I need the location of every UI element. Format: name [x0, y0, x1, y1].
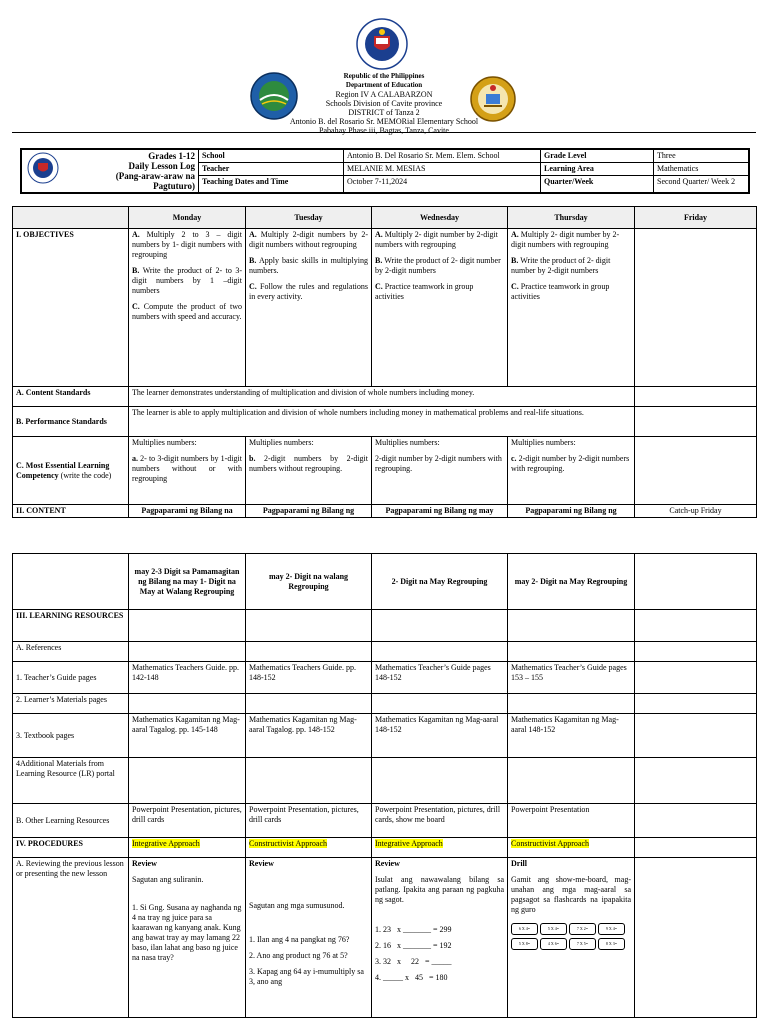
approach-tuesday: Constructivist Approach: [249, 839, 327, 848]
content-cont-monday: may 2-3 Digit sa Pamamagitan ng Bilang na may 1- Digit na May at Walang Regrouping: [129, 554, 246, 610]
flashcard: 5 X 4=: [540, 923, 567, 935]
flashcard: 8 X 3=: [598, 938, 625, 950]
other-resources-label: B. Other Learning Resources: [13, 804, 129, 838]
dll-title-3: (Pang-araw-araw na: [115, 171, 195, 181]
grade-label: Grade Level: [541, 149, 654, 163]
content-cont-label: [13, 554, 129, 610]
flashcards: [511, 923, 631, 953]
lr-portal-label: 4Additional Materials from Learning Resource (LR) portal: [13, 758, 129, 804]
day-friday: Friday: [635, 207, 757, 229]
content-cont-thursday: may 2- Digit na May Regrouping: [508, 554, 635, 610]
textbook-wednesday: Mathematics Kagamitan ng Mag-aaral 148-152: [372, 714, 508, 758]
objectives-label: I. OBJECTIVES: [13, 229, 129, 387]
quarter-label: Quarter/Week: [541, 176, 654, 194]
dates-label: Teaching Dates and Time: [199, 176, 344, 194]
review-monday: Review Sagutan ang suliranin. 1. Si Gng. Susana ay naghanda ng 4 na tray ng juice para sa kaarawan ng kanyang anak. Kung ang bawat tray ay may lamang 22 baso, ilan lahat ang baso ng juice na nasa tray?: [129, 858, 246, 1018]
dll-title-2: Daily Lesson Log: [128, 161, 195, 171]
teacher-label: Teacher: [199, 163, 344, 176]
objectives-wednesday: A. Multiply 2- digit number by 2-digit numbers with regrouping B. Write the product of 2- digit number by 2-digit numbers C. Practice teamwork in group activities: [372, 229, 508, 387]
tg-wednesday: Mathematics Teacher’s Guide pages 148-152: [372, 662, 508, 694]
other-resources-monday: Powerpoint Presentation, pictures, drill cards: [129, 804, 246, 838]
deped-seal-small: [27, 152, 59, 186]
letterhead-line1: Republic of the Philippines: [343, 72, 425, 80]
letterhead-school: Antonio B. del Rosario Sr. MEMORial Elementary School: [289, 117, 479, 126]
dates-value: October 7-11,2024: [344, 176, 541, 194]
content-cont-wednesday: 2- Digit na May Regrouping: [372, 554, 508, 610]
performance-standards-label: B. Performance Standards: [13, 407, 129, 437]
content-standards-label: A. Content Standards: [13, 387, 129, 407]
other-resources-wednesday: Powerpoint Presentation, pictures, drill cards, show me board: [372, 804, 508, 838]
review-label: A. Reviewing the previous lesson or presenting the new lesson: [13, 858, 129, 1018]
objectives-friday: [635, 229, 757, 387]
textbook-thursday: Mathematics Kagamitan ng Mag-aaral 148-152: [508, 714, 635, 758]
dll-title-4: Pagtuturo): [153, 181, 195, 191]
school-label: School: [199, 149, 344, 163]
tg-monday: Mathematics Teachers Guide. pp. 142-148: [129, 662, 246, 694]
dll-title-1: Grades 1-12: [148, 151, 195, 161]
review-wednesday: Review Isulat ang nawawalang bilang sa patlang. Ipakita ang paraan ng pagkuha ng sagot. 1. 23 x _______ = 299 2. 16 x _______ = 192 3. 32 x 22 = _____ 4. _____ x 45 = 180: [372, 858, 508, 1018]
content-standards-friday: [635, 387, 757, 407]
area-value: Mathematics: [654, 163, 750, 176]
content-thursday: Pagpaparami ng Bilang ng: [508, 505, 635, 518]
content-cont-friday: [635, 554, 757, 610]
letterhead-region: Region IV A CALABARZON: [335, 90, 433, 99]
content-friday: Catch-up Friday: [635, 505, 757, 518]
performance-standards-friday: [635, 407, 757, 437]
flashcard: 5 X 8=: [511, 938, 538, 950]
day-tuesday: Tuesday: [246, 207, 372, 229]
objectives-tuesday: A. Multiply 2-digit numbers by 2- digit numbers without regrouping B. Apply basic skills in multiplying numbers. C. Follow the rules and regulations in every activity.: [246, 229, 372, 387]
content-label: II. CONTENT: [13, 505, 129, 518]
melc-label: C. Most Essential Learning Competency (write the code): [13, 437, 129, 505]
quarter-value: Second Quarter/ Week 2: [654, 176, 750, 194]
objectives-monday: A. Multiply 2 to 3 – digit numbers by 1- digit numbers with regrouping B. Write the product of 2- to 3-digit numbers by 1 –digit numbers C. Compute the product of two numbers with speed and accuracy.: [129, 229, 246, 387]
content-wednesday: Pagpaparami ng Bilang ng may: [372, 505, 508, 518]
dll-table-1: [12, 206, 757, 518]
dll-table-2: [12, 553, 757, 1018]
textbook-label: 3. Textbook pages: [13, 714, 129, 758]
textbook-monday: Mathematics Kagamitan ng Mag-aaral Tagalog. pp. 145-148: [129, 714, 246, 758]
lm-label: 2. Learner’s Materials pages: [13, 694, 129, 714]
melc-friday: [635, 437, 757, 505]
content-monday: Pagpaparami ng Bilang na: [129, 505, 246, 518]
corner-cell: [13, 207, 129, 229]
day-thursday: Thursday: [508, 207, 635, 229]
tg-tuesday: Mathematics Teachers Guide. pp. 148-152: [246, 662, 372, 694]
flashcard: 7 X 5=: [569, 938, 596, 950]
approach-thursday: Constructivist Approach: [511, 839, 589, 848]
melc-monday: Multiplies numbers: a. 2- to 3-digit numbers by 1-digit numbers without or with regrouping: [129, 437, 246, 505]
approach-wednesday: Integrative Approach: [375, 839, 443, 848]
other-resources-tuesday: Powerpoint Presentation, pictures, drill cards: [246, 804, 372, 838]
info-table: [20, 148, 750, 194]
teacher-value: MELANIE M. MESIAS: [344, 163, 541, 176]
resources-label: III. LEARNING RESOURCES: [13, 610, 129, 642]
letterhead-line2: Department of Education: [345, 81, 423, 89]
approach-monday: Integrative Approach: [132, 839, 200, 848]
other-resources-thursday: Powerpoint Presentation: [508, 804, 635, 838]
content-cont-tuesday: may 2- Digit na walang Regrouping: [246, 554, 372, 610]
flashcard: 7 X 2=: [569, 923, 596, 935]
flashcard: 4 X 6=: [540, 938, 567, 950]
melc-wednesday: Multiplies numbers: 2-digit number by 2-digit numbers with regrouping.: [372, 437, 508, 505]
references-label: A. References: [13, 642, 129, 662]
letterhead: [270, 72, 498, 135]
letterhead-district: DISTRICT of Tanza 2: [348, 108, 420, 117]
day-monday: Monday: [129, 207, 246, 229]
content-tuesday: Pagpaparami ng Bilang ng: [246, 505, 372, 518]
letterhead-divider: [12, 132, 756, 133]
deped-seal: [356, 18, 408, 70]
review-tuesday: Review Sagutan ang mga sumusunod. 1. Ilan ang 4 na pangkat ng 76? 2. Ano ang product ng 76 at 5? 3. Kapag ang 64 ay i-mumultiply sa 3, ano ang: [246, 858, 372, 1018]
review-thursday: Drill Gamit ang show-me-board, mag-unahan ang mga mag-aaral sa pagsagot sa flashcards na ipapakita ng guro 6 X 4= 5 X 4= 7 X 2= 9 X 4= 5 X 8= 4 X 6= 7 X 5= 8 X 3=: [508, 858, 635, 1018]
melc-tuesday: Multiplies numbers: b. 2-digit numbers by 2-digit numbers without regrouping.: [246, 437, 372, 505]
melc-thursday: Multiplies numbers: c. 2-digit number by 2-digit numbers with regrouping.: [508, 437, 635, 505]
objectives-thursday: A. Multiply 2- digit number by 2- digit numbers with regrouping B. Write the product of 2- digit number by 2-digit numbers C. Practice teamwork in group activities: [508, 229, 635, 387]
area-label: Learning Area: [541, 163, 654, 176]
letterhead-address: Pabahay Phase iii, Bagtas, Tanza, Cavite: [319, 126, 449, 135]
flashcard: 9 X 4=: [598, 923, 625, 935]
procedures-label: IV. PROCEDURES: [13, 838, 129, 858]
dll-title-cell: [21, 149, 199, 193]
flashcard: 6 X 4=: [511, 923, 538, 935]
tg-label: 1. Teacher’s Guide pages: [13, 662, 129, 694]
textbook-tuesday: Mathematics Kagamitan ng Mag-aaral Tagalog. pp. 148-152: [246, 714, 372, 758]
performance-standards-text: The learner is able to apply multiplication and division of whole numbers including money in mathematical problems and real-life situations.: [129, 407, 635, 437]
grade-value: Three: [654, 149, 750, 163]
content-standards-text: The learner demonstrates understanding of multiplication and division of whole numbers including money.: [129, 387, 635, 407]
tg-thursday: Mathematics Teacher’s Guide pages 153 – 155: [508, 662, 635, 694]
letterhead-division: Schools Division of Cavite province: [325, 99, 443, 108]
school-value: Antonio B. Del Rosario Sr. Mem. Elem. School: [344, 149, 541, 163]
day-wednesday: Wednesday: [372, 207, 508, 229]
